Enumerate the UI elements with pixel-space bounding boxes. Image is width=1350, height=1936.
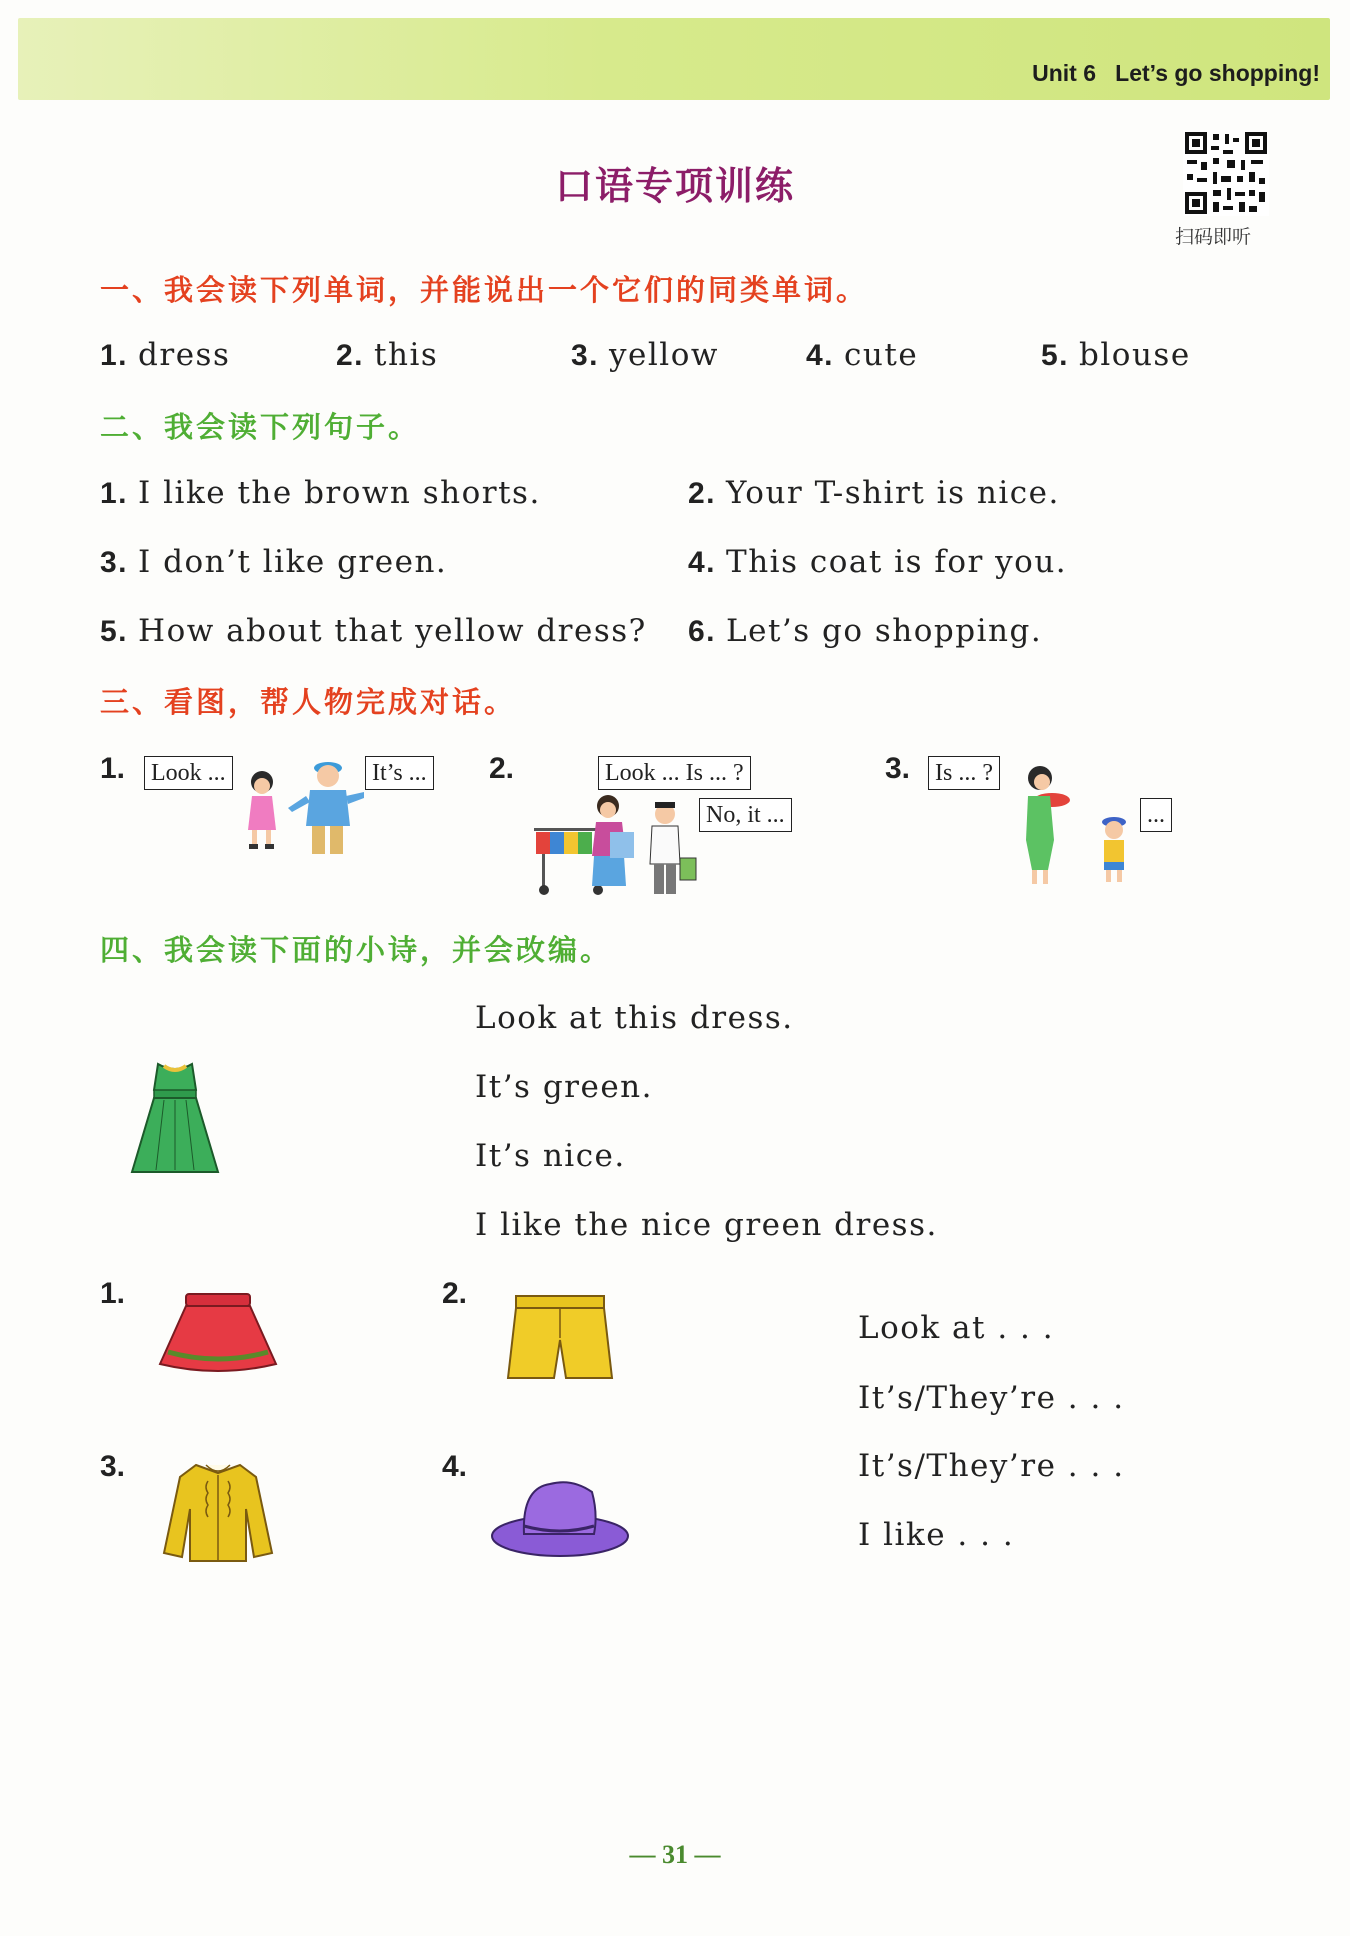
scene2-shop-icon (530, 792, 710, 902)
page-number: — 31 — (629, 1840, 721, 1869)
word-item-3: 3. yellow (571, 337, 719, 373)
section3-heading: 三、看图，帮人物完成对话。 (100, 685, 517, 719)
scene2-number: 2. (489, 752, 515, 785)
scene3-number: 3. (885, 752, 911, 785)
section2-heading: 二、我会读下列句子。 (100, 410, 421, 444)
sentence-item-4: 4. This coat is for you. (688, 544, 1068, 580)
word-item-4: 4. cute (806, 337, 919, 373)
word-item-5: 5. blouse (1041, 337, 1191, 373)
qr-caption: 扫码即听 (1175, 226, 1252, 248)
red-skirt-icon (156, 1292, 280, 1384)
sentence-item-2: 2. Your T-shirt is nice. (688, 475, 1060, 511)
template-line-2: It’s/They’re . . . (858, 1380, 1125, 1416)
template-line-1: Look at . . . (858, 1310, 1055, 1346)
scene1-people-icon (240, 752, 370, 862)
word-item-2: 2. this (336, 337, 439, 373)
sentence-item-5: 5. How about that yellow dress? (100, 613, 647, 649)
scene3-bubble-woman: Is ... ? (928, 756, 1000, 790)
scene2-bubble-man: No, it ... (699, 798, 792, 832)
qr-code-icon[interactable] (1183, 130, 1269, 216)
poem-line-1: Look at this dress. (475, 1000, 794, 1036)
sentence-item-1: 1. I like the brown shorts. (100, 475, 541, 511)
page-title: 口语专项训练 (554, 164, 795, 208)
poem-line-2: It’s green. (475, 1069, 653, 1105)
picture4-number: 4. (442, 1450, 468, 1483)
word-item-1: 1. dress (100, 337, 231, 373)
picture3-number: 3. (100, 1450, 126, 1483)
section1-heading: 一、我会读下列单词，并能说出一个它们的同类单词。 (100, 273, 869, 307)
poem-line-4: I like the nice green dress. (475, 1207, 938, 1243)
template-line-3: It’s/They’re . . . (858, 1448, 1125, 1484)
header-band (18, 18, 1330, 100)
green-dress-icon (128, 1060, 222, 1180)
scene1-bubble-girl: Look ... (144, 756, 233, 790)
picture1-number: 1. (100, 1277, 126, 1310)
purple-hat-icon (488, 1474, 632, 1562)
scene3-bubble-kid: ... (1140, 798, 1172, 832)
sentence-item-6: 6. Let’s go shopping. (688, 613, 1043, 649)
section4-heading: 四、我会读下面的小诗，并会改编。 (100, 933, 613, 967)
sentence-item-3: 3. I don’t like green. (100, 544, 448, 580)
poem-line-3: It’s nice. (475, 1138, 626, 1174)
scene3-people-icon (1010, 760, 1150, 890)
scene1-bubble-man: It’s ... (365, 756, 434, 790)
scene1-number: 1. (100, 752, 126, 785)
yellow-shorts-icon (504, 1294, 616, 1388)
unit-title: Unit 6 Let’s go shopping! (1032, 60, 1320, 86)
scene2-bubble-woman: Look ... Is ... ? (598, 756, 751, 790)
picture2-number: 2. (442, 1277, 468, 1310)
template-line-4: I like . . . (858, 1517, 1015, 1553)
yellow-blouse-icon (160, 1457, 276, 1567)
